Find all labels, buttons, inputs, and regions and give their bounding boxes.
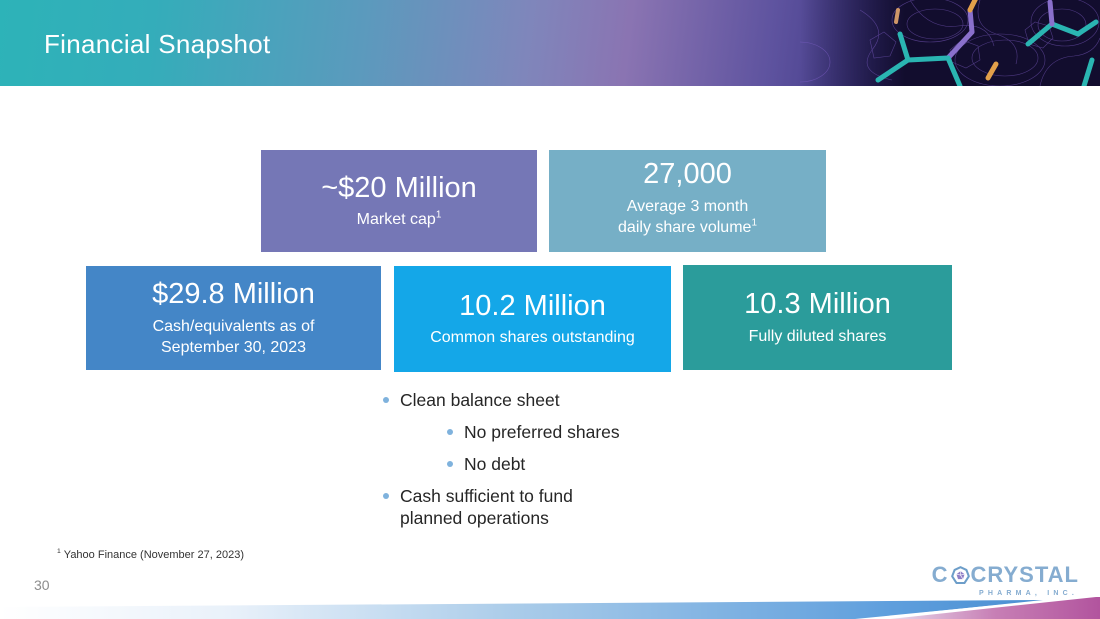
molecule-decoration-image: [800, 0, 1100, 86]
metric-box-market-cap: [261, 150, 537, 252]
bullet-dot-icon: [447, 429, 453, 435]
metric-box-fully-diluted-shares: [683, 265, 952, 370]
metric-box-common-shares: [394, 266, 671, 372]
metric-box-cash-equivalents: [86, 266, 381, 370]
footnote: [57, 549, 244, 561]
share-volume-label: Average 3 month daily share volume$^1$: [618, 197, 757, 236]
list-item: No preferred shares: [383, 421, 620, 443]
metric-box-share-volume: [549, 150, 826, 252]
slide-title: Financial Snapshot: [44, 29, 271, 59]
bullet-dot-icon: [383, 397, 389, 403]
cash-label: Cash/equivalents as of September 30, 2023: [152, 317, 315, 356]
page-number: 30: [34, 577, 50, 593]
crystal-pentagon-icon: [951, 566, 970, 585]
logo-subtitle: PHARMA, INC.: [978, 590, 1078, 597]
list-item: Clean balance sheet: [383, 389, 620, 411]
diluted-shares-value: 10.3 Million: [744, 288, 891, 321]
share-volume-value: 27,000: [643, 158, 732, 191]
bullet-dot-icon: [447, 461, 453, 467]
highlights-bullet-list: [383, 389, 620, 539]
common-shares-label: Common shares outstanding: [430, 329, 635, 347]
market-cap-value: ~$20 Million: [321, 171, 477, 204]
footnote-marker: 1: [57, 548, 61, 556]
bottom-gradient-bar: [0, 595, 1100, 619]
slide-header: [0, 0, 1100, 86]
bullet-dot-icon: [383, 493, 389, 499]
list-item: Cash sufficient to fund planned operations: [383, 485, 620, 529]
diluted-shares-label: Fully diluted shares: [748, 327, 887, 345]
cash-value: $29.8 Million: [152, 278, 315, 311]
market-cap-label: Market cap$^1$: [356, 209, 442, 229]
list-item: No debt: [383, 453, 620, 475]
footnote-ref: 1: [435, 209, 442, 221]
footnote-text: Yahoo Finance (November 27, 2023): [63, 549, 244, 561]
logo-wordmark: C CRYSTAL: [931, 562, 1079, 587]
footnote-ref: 1: [751, 217, 757, 229]
cocrystal-pharma-logo: [932, 562, 1079, 597]
common-shares-value: 10.2 Million: [459, 289, 606, 322]
